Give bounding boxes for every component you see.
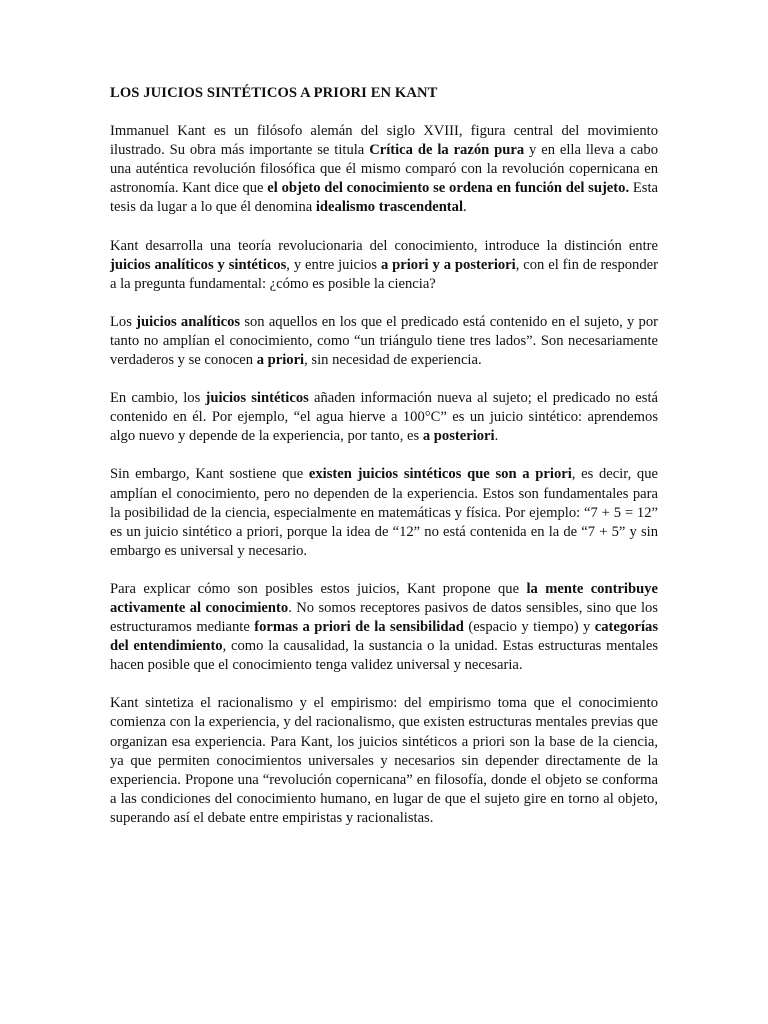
text-run: Los xyxy=(110,313,137,330)
bold-text-run: Crítica de la razón pura xyxy=(369,142,525,159)
bold-text-run: el objeto del conocimiento se ordena en función del sujeto. xyxy=(267,180,630,197)
text-run: . xyxy=(494,428,499,445)
text-run: . xyxy=(463,199,467,216)
paragraph xyxy=(110,694,658,828)
text-run: (espacio y tiempo) y xyxy=(463,619,595,636)
text-run: , como la causalidad, la sustancia o la unidad. Estas estructuras mentales hacen posible que el conocimiento tenga validez universal y necesaria. xyxy=(110,638,658,674)
document-title: LOS JUICIOS SINTÉTICOS A PRIORI EN KANT xyxy=(110,85,438,101)
text-run: Esta tesis da lugar a lo que él denomina xyxy=(110,180,658,216)
text-run: , es decir, que amplían el conocimiento, pero no dependen de la experiencia. Estos son fundamentales para la posibilidad de la ciencia, especialmente en matemáticas y física. Por ejemplo: “7 + 5 = 12” es un juicio sintético a priori, porque la idea de “12” no está contenida en la de “7 + 5” y sin embargo es universal y necesario. xyxy=(110,466,659,559)
paragraph xyxy=(110,237,658,294)
bold-text-run: categorías del entendimiento xyxy=(110,619,658,655)
bold-text-run: la mente contribuye activamente al conocimiento xyxy=(110,580,658,616)
paragraph xyxy=(110,389,658,446)
paragraph xyxy=(110,122,658,217)
bold-text-run: juicios analíticos xyxy=(136,313,241,330)
paragraph xyxy=(110,313,658,370)
text-run: . No somos receptores pasivos de datos sensibles, sino que los estructuramos mediante xyxy=(110,599,658,636)
document-page xyxy=(110,84,658,847)
bold-text-run: existen juicios sintéticos que son a priori xyxy=(308,466,572,483)
document-body xyxy=(110,122,658,828)
bold-text-run: formas a priori de la sensibilidad xyxy=(254,619,464,636)
text-run: Sin embargo, Kant sostiene que xyxy=(110,466,309,483)
bold-text-run: juicios sintéticos xyxy=(205,390,309,407)
text-run: Kant desarrolla una teoría revolucionaria del conocimiento, introduce la distinción entre xyxy=(110,237,658,254)
text-run: añaden información nueva al sujeto; el predicado no está contenido en él. Por ejemplo, “el agua hierve a 100°C” es un juicio sintético: aprendemos algo nuevo y depende de la experiencia, por tanto, es xyxy=(110,390,658,445)
text-run: Para explicar cómo son posibles estos juicios, Kant propone que xyxy=(110,580,527,597)
text-run: , sin necesidad de experiencia. xyxy=(304,352,482,369)
bold-text-run: a posteriori xyxy=(422,428,495,445)
paragraph xyxy=(110,465,658,560)
text-run: son aquellos en los que el predicado está contenido en el sujeto, y por tanto no amplían el conocimiento, como “un triángulo tiene tres lados”. Son necesariamente verdaderos y se conocen xyxy=(110,313,658,369)
paragraph xyxy=(110,580,658,675)
text-run: Kant sintetiza el racionalismo y el empirismo: del empirismo toma que el conocimiento comienza con la experiencia, y del racionalismo, que existen estructuras mentales previas que organizan esa experiencia. Para Kant, los juicios sintéticos a priori son la base de la ciencia, ya que permiten conocimientos universales y necesarios sin depender directamente de la experiencia. Propone una “revolución copernicana” en filosofía, donde el objeto se conforma a las condiciones del conocimiento humano, en lugar de que el sujeto gire en torno al objeto, superando así el debate entre empiristas y racionalistas. xyxy=(110,695,658,826)
bold-text-run: a priori y a posteriori xyxy=(380,256,516,273)
text-run: y en ella lleva a cabo una auténtica revolución filosófica que él mismo comparó con la revolución copernicana en astronomía. Kant dice que xyxy=(110,142,659,197)
bold-text-run: idealismo trascendental xyxy=(315,199,464,216)
text-run: En cambio, los xyxy=(110,390,206,407)
text-run: Immanuel Kant es un filósofo alemán del siglo XVIII, figura central del movimiento ilustrado. Su obra más importante se titula xyxy=(110,123,658,159)
bold-text-run: juicios analíticos y sintéticos xyxy=(110,256,287,273)
bold-text-run: a priori xyxy=(256,352,305,369)
text-run: , con el fin de responder a la pregunta fundamental: ¿cómo es posible la ciencia? xyxy=(110,256,658,292)
text-run: , y entre juicios xyxy=(286,256,381,273)
